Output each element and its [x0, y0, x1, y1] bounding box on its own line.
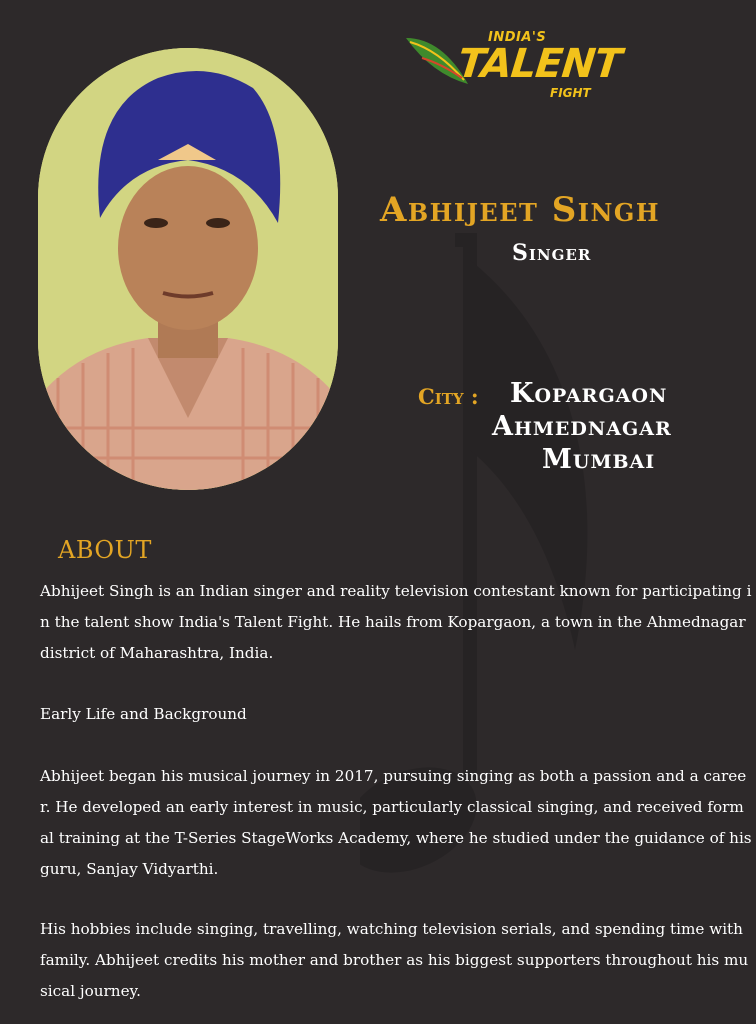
about-heading: ABOUT — [58, 536, 152, 564]
section-subheading: Early Life and Background — [40, 705, 247, 723]
about-paragraph: Abhijeet Singh is an Indian singer and reality television contestant known for participating in the talent show India's Talent Fight. He hails from Kopargaon, a town in the Ahmednagar district of Maharashtra, India. — [40, 582, 752, 662]
logo-line-2: TALENT — [455, 41, 624, 87]
person-role: Singer — [512, 240, 592, 266]
city-line-1: Kopargaon — [510, 378, 668, 409]
indias-talent-fight-logo — [402, 22, 624, 106]
city-line-2: Ahmednagar — [492, 411, 672, 442]
logo-line-1: INDIA'S — [488, 30, 547, 45]
city-line-3: Mumbai — [542, 444, 656, 475]
about-paragraph: His hobbies include singing, travelling, watching television serials, and spending time with family. Abhijeet credits his mother and brother as his biggest supporters throughout his musical journey. — [40, 920, 749, 1000]
person-name: Abhijeet Singh — [380, 190, 661, 230]
city-label: City : — [418, 384, 479, 409]
about-paragraph: Abhijeet began his musical journey in 2017, pursuing singing as both a passion and a career. He developed an early interest in music, particularly classical singing, and received formal training at the T-Series StageWorks Academy, where he studied under the guidance of his guru, Sanjay Vidyarthi. — [40, 767, 752, 878]
logo-line-3: FIGHT — [550, 86, 591, 100]
profile-photo — [38, 48, 338, 490]
